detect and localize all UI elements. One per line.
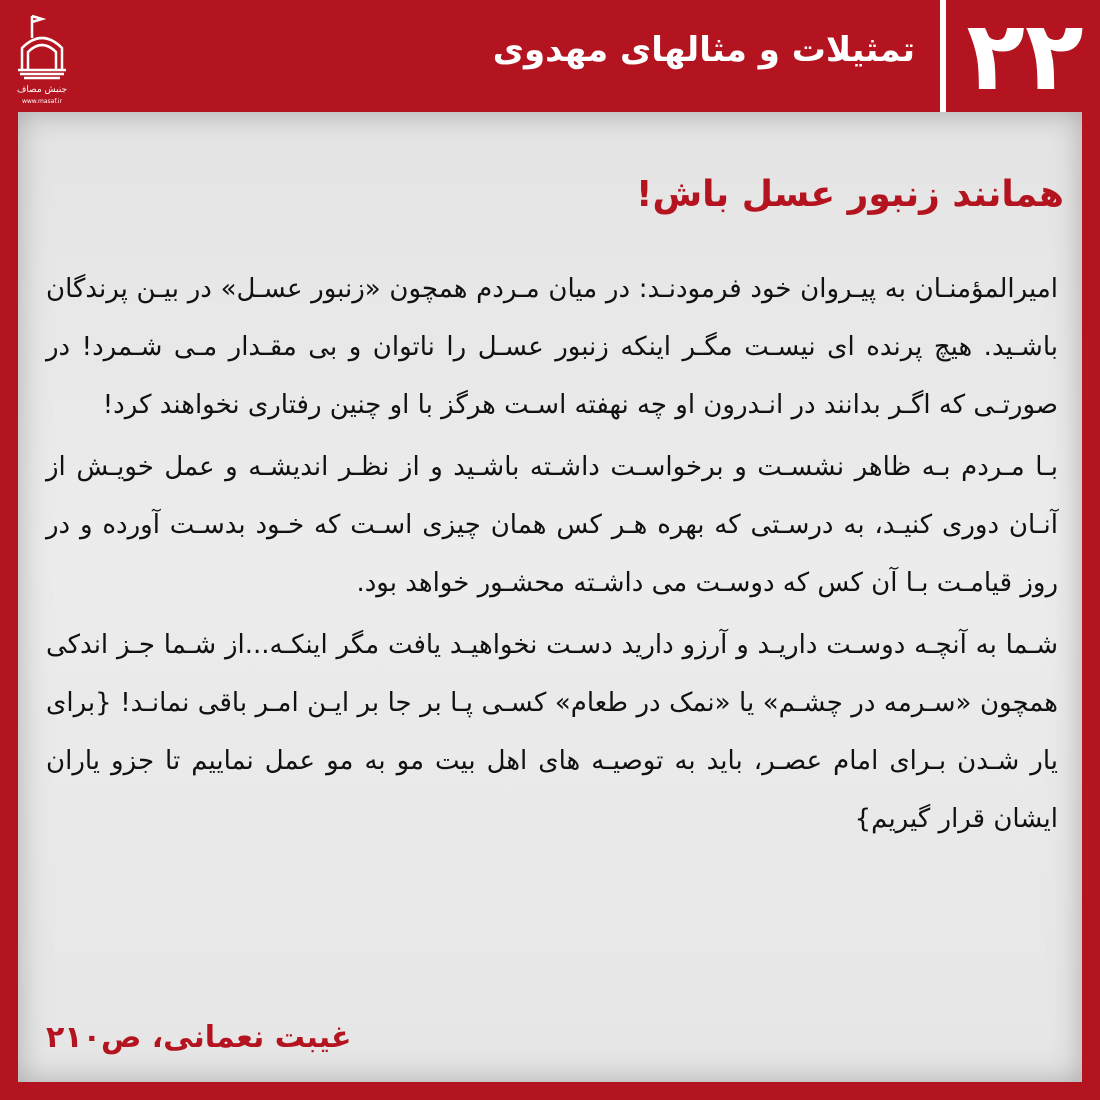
- logo-caption: جنبش مصاف: [16, 85, 68, 95]
- paragraph: امیرالمؤمنـان به پیـروان خود فرمودنـد: در میان مـردم همچون «زنبور عسـل» در بیـن پرندگان باشـید. هیچ پرنده ای نیسـت مگـر اینکه زنبور عسـل را ناتوان و بی مقـدار مـی شـمرد! در صورتـی که اگـر بدانند در انـدرون او چه نهفته اسـت هرگز با او چنین رفتاری نخواهند کرد!: [46, 274, 1058, 420]
- series-title: تمثیلات و مثالهای مهدوی: [492, 30, 915, 70]
- paragraph: شـما به آنچـه دوسـت داریـد و آرزو دارید دسـت نخواهیـد یافت مگر اینکـه...از شـما جـز اندکی همچون «سـرمه در چشـم» یا «نمک در طعام» کسـی پـا بر جا بر ایـن امـر باقی نمانـد! {برای یار شـدن بـرای امام عصـر، باید به توصیـه های اهل بیت مو به مو عمل نماییم تا جزو یاران ایشان قرار گیریم}: [46, 630, 1058, 834]
- header-divider: [940, 0, 946, 112]
- post-heading: همانند زنبور عسل باش!: [636, 174, 1064, 215]
- svg-text:www.masaf.ir: www.masaf.ir: [21, 98, 63, 105]
- content-panel: [18, 112, 1082, 1082]
- paragraph: بـا مـردم بـه ظاهر نشسـت و برخواسـت داشـته باشـید و از نظـر اندیشـه و عمل خویـش از آنـان دوری کنیـد، به درسـتی که بهره هـر کس همان چیزی اسـت که خـود بدسـت آورده و در روز قیامـت بـا آن کس که دوسـت می داشـته محشـور خواهد بود.: [46, 452, 1058, 598]
- post-number: ۲۲: [966, 0, 1084, 112]
- post-body: [46, 260, 1058, 852]
- masaf-logo-icon: [12, 8, 72, 108]
- source-citation: غیبت نعمانی، ص۲۱۰: [46, 1020, 352, 1055]
- header-bar: [0, 0, 1100, 112]
